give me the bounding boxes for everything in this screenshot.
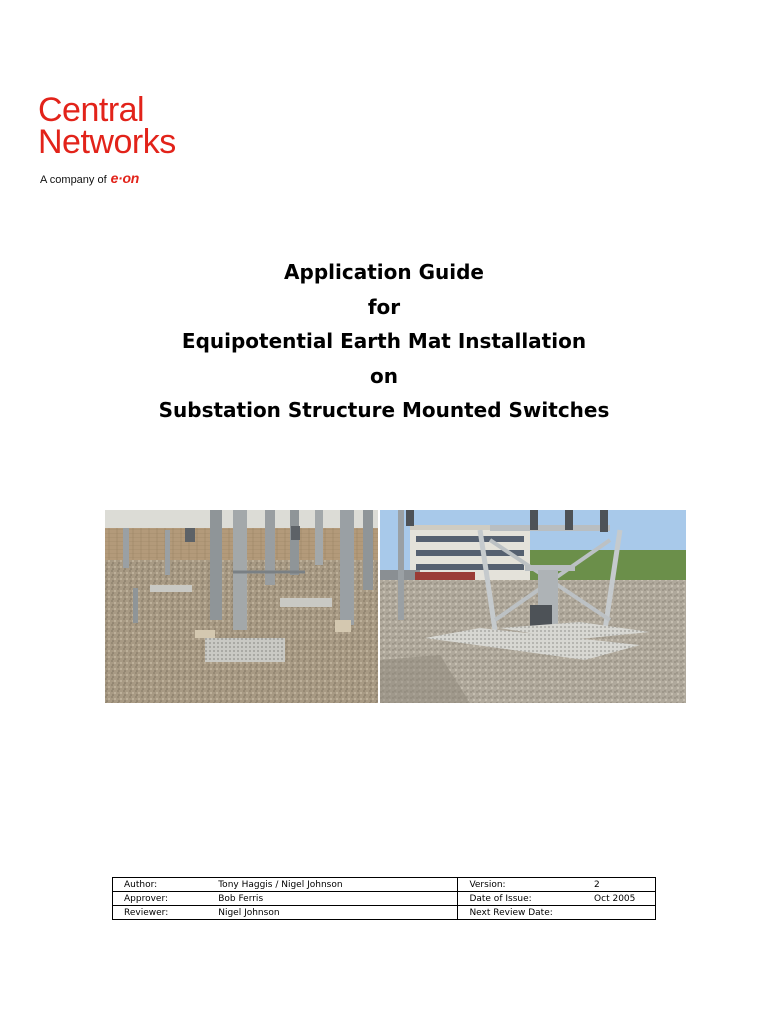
structure-mounted-switch-photo [380, 510, 686, 703]
logo-line-2: Networks [38, 123, 176, 161]
version-value: 2 [583, 878, 655, 892]
reviewer-label: Reviewer: [113, 906, 208, 920]
approver-label: Approver: [113, 892, 208, 906]
title-line-4: on [370, 363, 398, 388]
logo-tagline [40, 170, 139, 186]
table-row [113, 878, 656, 892]
title-line-5: Substation Structure Mounted Switches [158, 398, 610, 422]
next-review-date-value [583, 906, 655, 920]
title-line-3: Equipotential Earth Mat Installation [181, 329, 587, 353]
title-line-2: for [367, 294, 401, 319]
date-of-issue-label: Date of Issue: [458, 892, 583, 906]
author-value: Tony Haggis / Nigel Johnson [207, 878, 458, 892]
title-line-1: Application Guide [284, 260, 484, 284]
substation-earth-mat-photo [105, 510, 378, 703]
table-row [113, 906, 656, 920]
logo-line-1: Central [38, 91, 145, 129]
next-review-date-label: Next Review Date: [458, 906, 583, 920]
table-row [113, 892, 656, 906]
date-of-issue-value: Oct 2005 [583, 892, 655, 906]
document-title [0, 255, 768, 428]
company-logo [38, 91, 176, 161]
tagline-text: A company of [40, 174, 107, 186]
eon-brand: e·on [110, 170, 140, 186]
version-label: Version: [458, 878, 583, 892]
approver-value: Bob Ferris [207, 892, 458, 906]
reviewer-value: Nigel Johnson [207, 906, 458, 920]
document-info-table [112, 877, 656, 920]
author-label: Author: [113, 878, 208, 892]
